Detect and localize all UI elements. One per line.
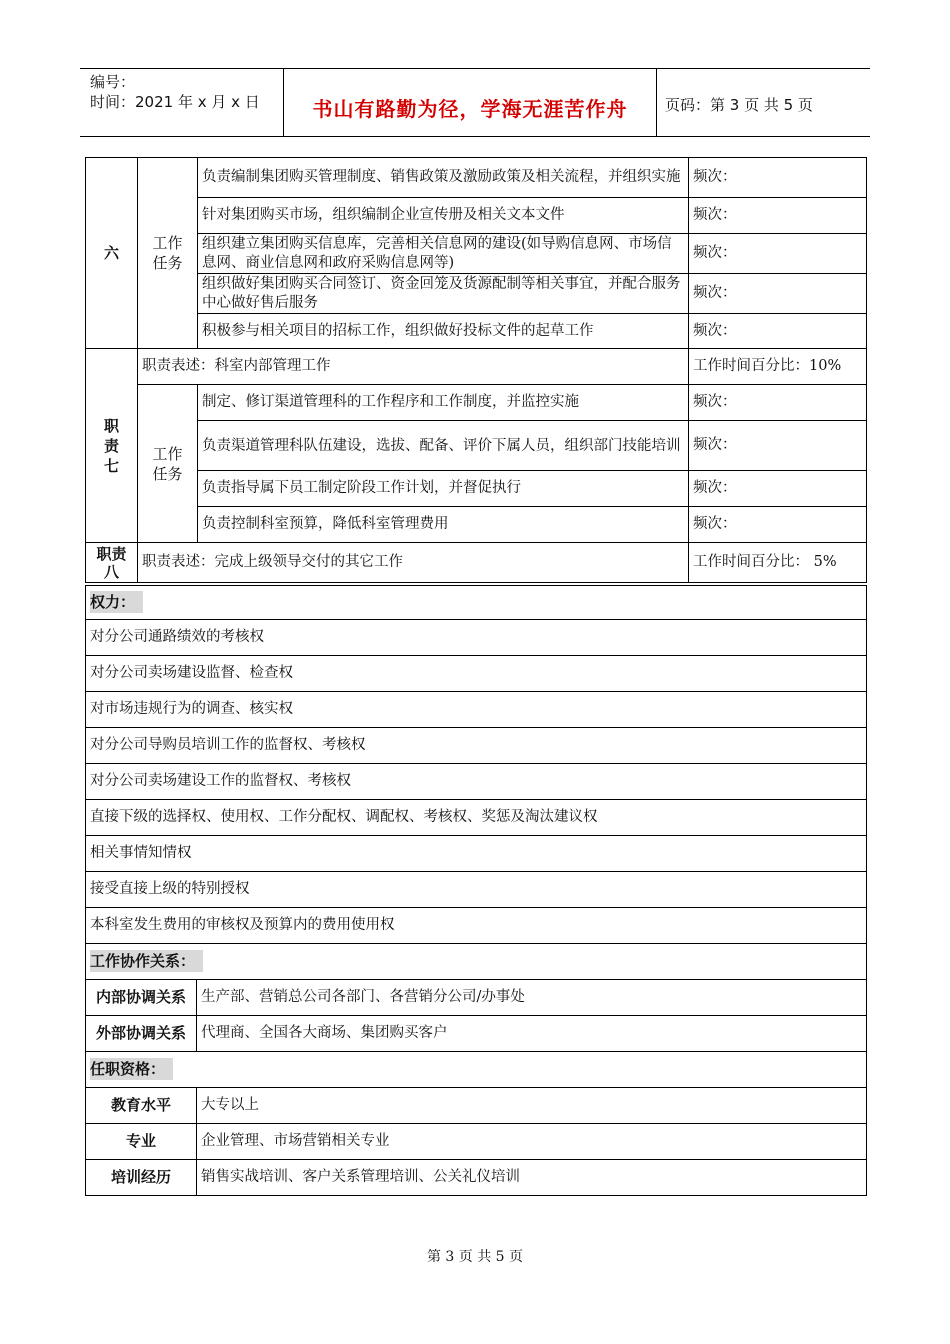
duty8-desc: 职责表述：完成上级领导交付的其它工作 [138, 543, 689, 583]
duty7-freq: 频次： [689, 471, 867, 507]
duty6-task: 组织建立集团购买信息库，完善相关信息网的建设(如导购信息网、市场信息网、商业信息网和政府采购信息网等) [198, 234, 689, 274]
duty7-row [86, 471, 867, 507]
power-item: 相关事情知情权 [86, 836, 867, 872]
powers-table [85, 585, 867, 1196]
powers-title: 权力： [86, 586, 867, 620]
duty6-row [86, 274, 867, 314]
header-motto-cell [284, 69, 657, 136]
duty7-task: 负责渠道管理科队伍建设，选拔、配备、评价下属人员，组织部门技能培训 [198, 421, 689, 471]
duty8-number: 职责八 [86, 543, 138, 583]
duty6-task: 组织做好集团购买合同签订、资金回笼及货源配制等相关事宜，并配合服务中心做好售后服务 [198, 274, 689, 314]
duty7-task: 负责指导属下员工制定阶段工作计划，并督促执行 [198, 471, 689, 507]
page-info: 页码：第 3 页 共 5 页 [665, 96, 813, 114]
duty7-task-label: 工作任务 [138, 385, 198, 543]
power-item: 本科室发生费用的审核权及预算内的费用使用权 [86, 908, 867, 944]
qualifications-title: 任职资格： [86, 1052, 867, 1088]
duty7-freq: 频次： [689, 385, 867, 421]
duty6-number: 六 [86, 158, 138, 349]
power-item: 对分公司通路绩效的考核权 [86, 620, 867, 656]
duty7-row [86, 421, 867, 471]
cooperation-title: 工作协作关系： [86, 944, 867, 980]
power-item: 对市场违规行为的调查、核实权 [86, 692, 867, 728]
duty6-freq: 频次： [689, 158, 867, 198]
page-footer: 第 3 页 共 5 页 [426, 1249, 524, 1265]
qualification-label: 教育水平 [86, 1088, 197, 1124]
internal-coordination-value: 生产部、营销总公司各部门、各营销分公司/办事处 [197, 980, 867, 1016]
duty6-task: 负责编制集团购买管理制度、销售政策及激励政策及相关流程，并组织实施 [198, 158, 689, 198]
doc-number: 编号： [90, 73, 136, 91]
power-item: 对分公司卖场建设监督、检查权 [86, 656, 867, 692]
duty6-freq: 频次： [689, 314, 867, 349]
duty7-task: 制定、修订渠道管理科的工作程序和工作制度，并监控实施 [198, 385, 689, 421]
qualification-value: 企业管理、市场营销相关专业 [197, 1124, 867, 1160]
duty7-freq: 频次： [689, 507, 867, 543]
duty6-row [86, 314, 867, 349]
power-item: 直接下级的选择权、使用权、工作分配权、调配权、考核权、奖惩及淘汰建议权 [86, 800, 867, 836]
duty7-desc-row [86, 349, 867, 385]
duty6-task: 针对集团购买市场，组织编制企业宣传册及相关文本文件 [198, 198, 689, 234]
external-coordination-value: 代理商、全国各大商场、集团购买客户 [197, 1016, 867, 1052]
internal-coordination-label: 内部协调关系 [86, 980, 197, 1016]
duty6-freq: 频次： [689, 234, 867, 274]
duty6-freq: 频次： [689, 274, 867, 314]
page-header [80, 68, 870, 137]
duty7-number: 职责七 [86, 349, 138, 543]
duty6-row [86, 198, 867, 234]
duty8-pct: 工作时间百分比： 5% [689, 543, 867, 583]
duty6-row [86, 234, 867, 274]
qualification-value: 销售实战培训、客户关系管理培训、公关礼仪培训 [197, 1160, 867, 1196]
duties-table [85, 157, 867, 583]
header-meta [80, 69, 284, 136]
duty7-freq: 频次： [689, 421, 867, 471]
header-page-cell [657, 69, 870, 136]
duty7-desc: 职责表述：科室内部管理工作 [138, 349, 689, 385]
duty8-row [86, 543, 867, 583]
duty7-pct: 工作时间百分比：10% [689, 349, 867, 385]
external-coordination-label: 外部协调关系 [86, 1016, 197, 1052]
duty7-task: 负责控制科室预算，降低科室管理费用 [198, 507, 689, 543]
motto: 书山有路勤为径，学海无涯苦作舟 [312, 97, 628, 121]
qualification-label: 专业 [86, 1124, 197, 1160]
doc-date: 时间：2021 年 x 月 x 日 [90, 93, 260, 111]
qualification-label: 培训经历 [86, 1160, 197, 1196]
duty7-row [86, 385, 867, 421]
qualification-value: 大专以上 [197, 1088, 867, 1124]
power-item: 接受直接上级的特别授权 [86, 872, 867, 908]
duty7-row [86, 507, 867, 543]
duty6-task: 积极参与相关项目的招标工作，组织做好投标文件的起草工作 [198, 314, 689, 349]
duty6-task-label: 工作任务 [138, 158, 198, 349]
duty6-row [86, 158, 867, 198]
duty6-freq: 频次： [689, 198, 867, 234]
power-item: 对分公司卖场建设工作的监督权、考核权 [86, 764, 867, 800]
power-item: 对分公司导购员培训工作的监督权、考核权 [86, 728, 867, 764]
